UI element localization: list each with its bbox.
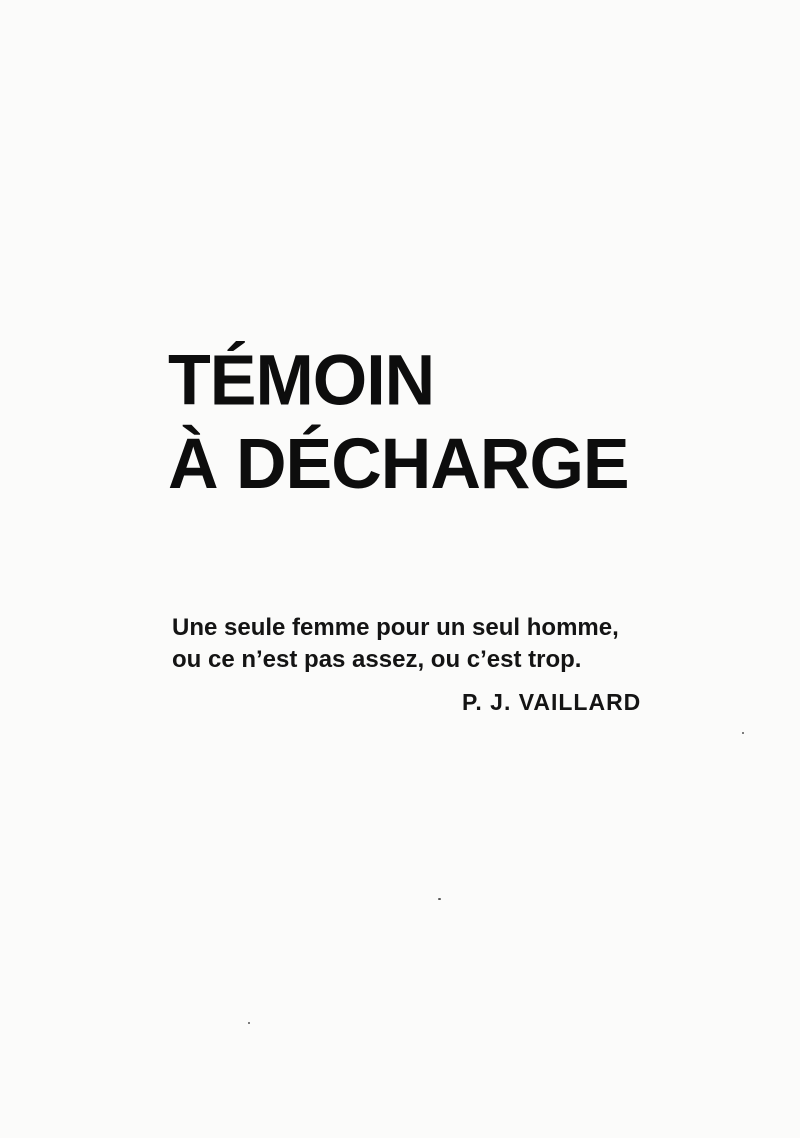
epigraph-quote [172, 612, 752, 676]
scan-speck [742, 732, 744, 734]
chapter-title [168, 338, 629, 505]
epigraph-line-2: ou ce n’est pas assez, ou c’est trop. [172, 646, 582, 673]
scan-speck [438, 898, 441, 900]
epigraph-line-1: Une seule femme pour un seul homme, [172, 614, 619, 641]
chapter-title-line-1: TÉMOIN [168, 340, 435, 420]
scan-speck [248, 1022, 250, 1024]
epigraph-author: P. J. VAILLARD [462, 689, 642, 715]
chapter-title-line-2: À DÉCHARGE [168, 423, 629, 504]
